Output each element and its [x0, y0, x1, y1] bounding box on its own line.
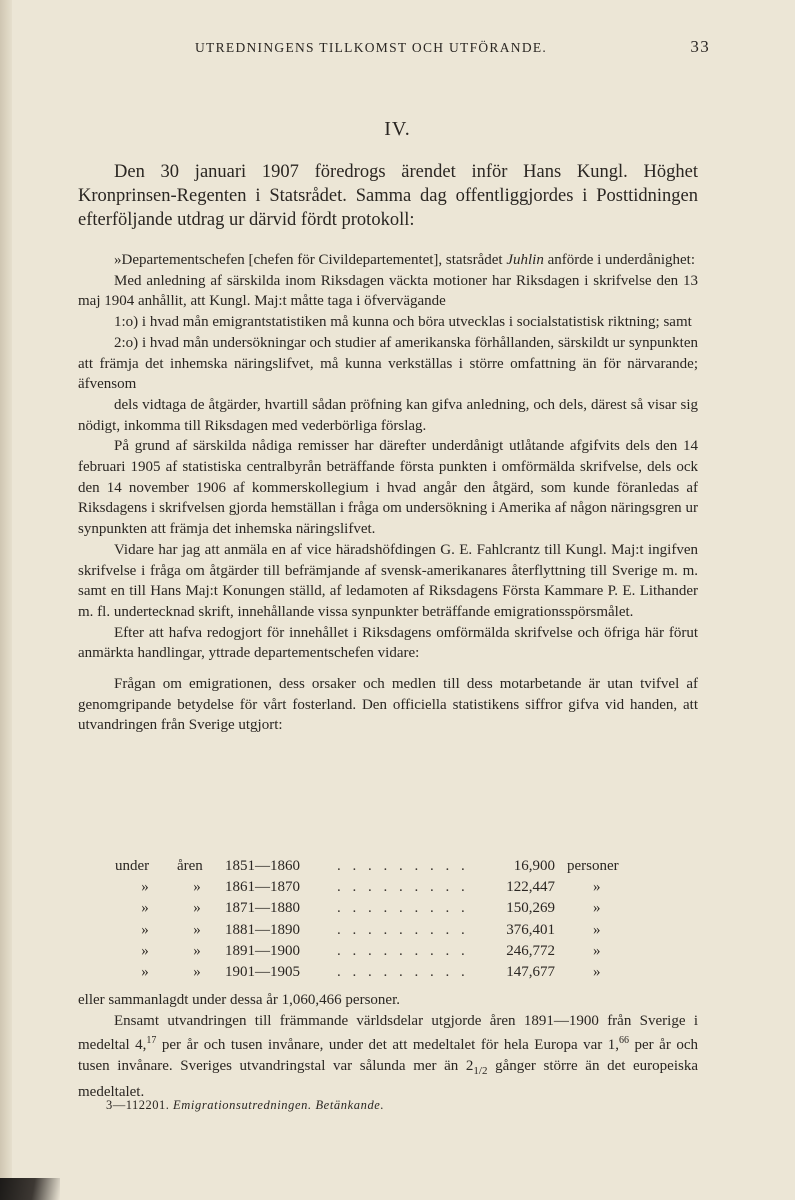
quote-paragraph-5: På grund af särskilda nådiga remisser har därefter underdånigt utlåtande afgifvits dels den 14 februari 1905 af statistiska centralbyrån beträffande första punkten i omförmälda skrifvelse, dels ock den 14 november 1906 af kommerskollegium i hvad angår den åtgärd, som kunde föranledas af Riksdagens i skrifvelsen gjorda hemställan i fråga om undersökning i Amerika af någon näringsgren ur synpunkten att främja det inhemska näringslifvet. [78, 438, 698, 538]
row-unit: » [593, 921, 601, 938]
quote-paragraph-3: 2:o) i hvad mån undersökningar och studier af amerikanska förhållanden, särskildt ur synpunkten att främja det inhemska näringslifvet, må kunna verkställas i större omfattning än för närvarande; äfvensom [78, 334, 698, 393]
quote-paragraph-1: Med anledning af särskilda inom Riksdagen väckta motioner har Riksdagen i skrifvelse den 13 maj 1904 anhållit, att Kungl. Maj:t måtte taga i öfvervägande [78, 272, 698, 310]
row-leader-dots: . . . . . . . . . [337, 858, 469, 874]
row-unit: personer [567, 858, 619, 874]
row-aren: åren [177, 858, 203, 874]
comparison-text-b: per år och tusen invånare, under det att medeltalet för hela Europa var 1, [156, 1037, 620, 1054]
quote-lead-text: »Departementschefen [chefen för Civildepartementet], statsrådet [114, 252, 503, 268]
row-value: 376,401 [506, 921, 555, 938]
row-unit: » [593, 900, 601, 917]
row-prefix: » [141, 879, 149, 896]
comparison-decimal-1: 17 [146, 1035, 157, 1047]
comparison-text-d: gånger större än det europeiska medeltalet. [78, 1058, 698, 1100]
comparison-paragraph [78, 1011, 698, 1103]
intro-block [78, 160, 698, 232]
page-number: 33 [690, 37, 710, 56]
row-value: 16,900 [513, 858, 555, 874]
row-leader-dots: . . . . . . . . . [337, 921, 469, 938]
row-prefix: » [141, 900, 149, 917]
quote-paragraph-8: Frågan om emigrationen, dess orsaker och medlen till dess motarbetande är utan tvifvel af genomgripande betydelse för vårt fosterland. Den officiella statistikens siffror gifva vid handen, att utvandringen från Sverige utgjort: [78, 676, 698, 734]
row-leader-dots: . . . . . . . . . [337, 942, 469, 959]
quote-paragraph-6: Vidare har jag att anmäla en af vice häradshöfdingen G. E. Fahlcrantz till Kungl. Maj:t ingifven skrifvelse i fråga om åtgärder till befrämjande af svensk-amerikanares återflyttning till Sverige m. m. samt en till Hans Maj:t Konungen ställd, af ledamoten af Riksdagens Första Kammare P. E. Lithander m. fl. undertecknad skrift, innehållande vissa synpunkter beträffande emigrationsspörsmålet. [78, 541, 698, 620]
row-unit: » [593, 879, 601, 896]
row-value: 246,772 [506, 942, 555, 959]
running-head-title: UTREDNINGENS TILLKOMST OCH UTFÖRANDE. [195, 40, 548, 55]
row-aren: » [193, 963, 201, 980]
page-edge [0, 0, 12, 1200]
running-head [195, 37, 710, 58]
row-unit: » [593, 963, 601, 980]
protocol-excerpt [78, 250, 698, 736]
row-period: 1881—1890 [225, 921, 300, 938]
row-leader-dots: . . . . . . . . . [337, 963, 469, 980]
quote-paragraph-2: 1:o) i hvad mån emigrantstatistiken må kunna och böra utvecklas i socialstatistisk riktning; samt [114, 314, 692, 331]
row-value: 122,447 [506, 879, 555, 896]
row-period: 1891—1900 [225, 942, 300, 959]
quote-paragraph-7: Efter att hafva redogjort för innehållet i Riksdagens omförmälda skrifvelse och öfriga här förut anmärkta handlingar, yttrade departementschefen vidare: [78, 624, 698, 662]
intro-paragraph: Den 30 januari 1907 föredrogs ärendet inför Hans Kungl. Höghet Kronprinsen-Regenten i Statsrådet. Samma dag offentliggjordes i Posttidningen efterföljande utdrag ur därvid fördt protokoll: [78, 162, 698, 230]
quote-lead [78, 250, 698, 271]
printer-footer [106, 1098, 384, 1113]
footer-signature: 3—112201. [106, 1098, 170, 1112]
row-aren: » [193, 879, 201, 896]
comparison-text-a: Ensamt utvandringen till främmande världsdelar utgjorde åren 1891—1900 från Sverige i medeltal 4, [78, 1012, 698, 1054]
table-row [115, 877, 635, 898]
comparison-text-c: per år och tusen invånare. Sveriges utvandringstal var sålunda mer än 2 [78, 1037, 698, 1075]
table-row [115, 898, 635, 919]
row-aren: » [193, 900, 201, 917]
table-row [115, 962, 635, 983]
table-row [115, 856, 635, 877]
row-period: 1851—1860 [225, 858, 300, 874]
row-prefix: under [115, 858, 150, 874]
row-unit: » [593, 942, 601, 959]
row-leader-dots: . . . . . . . . . [337, 879, 469, 896]
table-row [115, 941, 635, 962]
row-value: 147,677 [506, 963, 555, 980]
row-prefix: » [141, 963, 149, 980]
row-period: 1901—1905 [225, 963, 300, 980]
comparison-decimal-2: 66 [619, 1035, 630, 1047]
row-leader-dots: . . . . . . . . . [337, 900, 469, 917]
row-aren: » [193, 921, 201, 938]
after-table-block [78, 990, 698, 1103]
quote-lead-tail: anförde i underdånighet: [543, 252, 696, 268]
footer-title: Emigrationsutredningen. Betänkande. [173, 1098, 385, 1112]
quote-lead-name: Juhlin [506, 252, 544, 268]
section-heading: IV. [384, 118, 411, 140]
comparison-fraction: 1/2 [473, 1065, 488, 1078]
total-paragraph: eller sammanlagdt under dessa år 1,060,466 personer. [78, 992, 400, 1008]
row-prefix: » [141, 921, 149, 938]
emigration-table [115, 856, 635, 983]
row-period: 1871—1880 [225, 900, 300, 917]
table-row [115, 920, 635, 941]
quote-paragraph-4: dels vidtaga de åtgärder, hvartill sådan pröfning kan gifva anledning, och dels, därest så visar sig nödigt, inkomma till Riksdagen med vederbörliga förslag. [78, 396, 698, 434]
row-period: 1861—1870 [225, 879, 300, 896]
row-aren: » [193, 942, 201, 959]
page-corner-shadow [0, 1178, 60, 1200]
row-prefix: » [141, 942, 149, 959]
row-value: 150,269 [506, 900, 555, 917]
